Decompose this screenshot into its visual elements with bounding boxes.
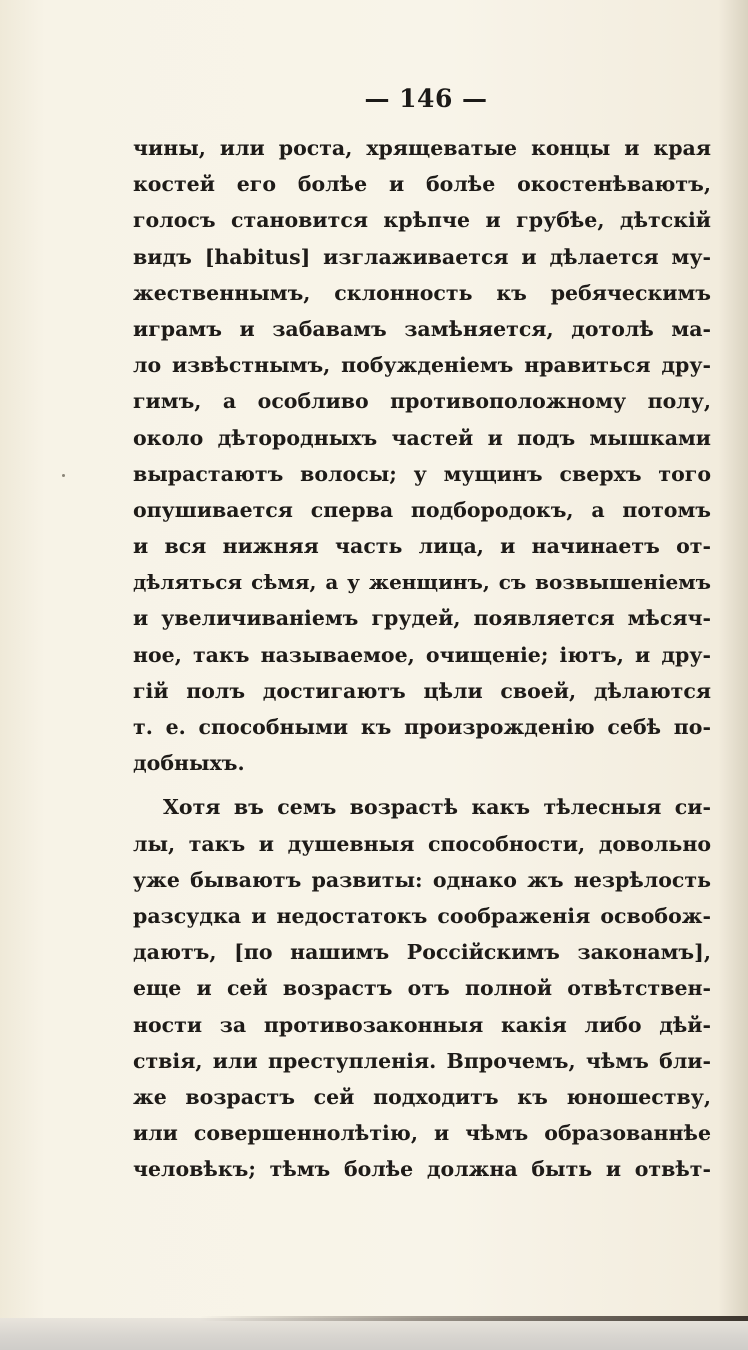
text-line: и вся нижняя часть лица, и начинаетъ от- bbox=[133, 534, 711, 559]
text-line: даютъ, [по нашимъ Россійскимъ законамъ], bbox=[133, 940, 711, 965]
text-line: т. е. способными къ произрожденію себѣ по- bbox=[133, 715, 711, 739]
text-line: около дѣтородныхъ частей и подъ мышками bbox=[133, 425, 711, 450]
text-line: вырастаютъ волосы; у мущинъ сверхъ того bbox=[133, 461, 711, 486]
text-line: еще и сей возрастъ отъ полной отвѣтствен- bbox=[133, 976, 711, 1001]
page-number: — 146 — bbox=[364, 84, 488, 113]
paragraph-1 bbox=[133, 130, 711, 781]
text-line: гимъ, а особливо противоположному полу, bbox=[133, 389, 711, 414]
text-line: уже бываютъ развиты: однако жъ незрѣлость bbox=[133, 867, 711, 892]
text-line: костей его болѣе и болѣе окостенѣваютъ, bbox=[133, 172, 711, 197]
page-bottom-edge bbox=[200, 1316, 748, 1321]
text-line: ствія, или преступленія. Впрочемъ, чѣмъ бли- bbox=[133, 1048, 711, 1073]
text-line: опушивается сперва подбородокъ, а потомъ bbox=[133, 497, 711, 522]
text-line: жественнымъ, склонность къ ребяческимъ bbox=[133, 280, 711, 305]
text-line: разсудка и недостатокъ соображенія освобож- bbox=[133, 903, 711, 928]
text-line: голосъ становится крѣпче и грубѣе, дѣтскій bbox=[133, 208, 711, 233]
text-line: человѣкъ; тѣмъ болѣе должна быть и отвѣт- bbox=[133, 1157, 711, 1182]
text-line: и увеличиваніемъ грудей, появляется мѣсяч- bbox=[133, 606, 711, 631]
scan-bottom-margin bbox=[0, 1318, 748, 1350]
text-line: видъ [habitus] изглаживается и дѣлается му- bbox=[133, 244, 711, 269]
body-text bbox=[133, 130, 711, 1187]
paper-speck bbox=[62, 474, 65, 477]
text-line: добныхъ. bbox=[133, 751, 245, 776]
paragraph-gap bbox=[133, 781, 711, 789]
text-line: же возрастъ сей подходитъ къ юношеству, bbox=[133, 1084, 711, 1109]
text-line: или совершеннолѣтію, и чѣмъ образованнѣе bbox=[133, 1121, 711, 1146]
text-line: дѣляться сѣмя, а у женщинъ, съ возвышеніемъ bbox=[133, 570, 711, 595]
text-line: лы, такъ и душевныя способности, довольно bbox=[133, 831, 711, 856]
text-line: ности за противозаконныя какія либо дѣй- bbox=[133, 1012, 711, 1037]
text-line: Хотя въ семъ возрастѣ какъ тѣлесныя си- bbox=[163, 795, 711, 820]
text-line: чины, или роста, хрящеватые концы и края bbox=[133, 136, 711, 160]
text-line: гій полъ достигаютъ цѣли своей, дѣлаются bbox=[133, 678, 711, 703]
text-line: ло извѣстнымъ, побужденіемъ нравиться дру- bbox=[133, 353, 711, 378]
paragraph-2 bbox=[133, 789, 711, 1187]
text-line: ное, такъ называемое, очищеніе; іютъ, и дру- bbox=[133, 642, 711, 667]
text-line: играмъ и забавамъ замѣняется, дотолѣ ма- bbox=[133, 316, 711, 341]
